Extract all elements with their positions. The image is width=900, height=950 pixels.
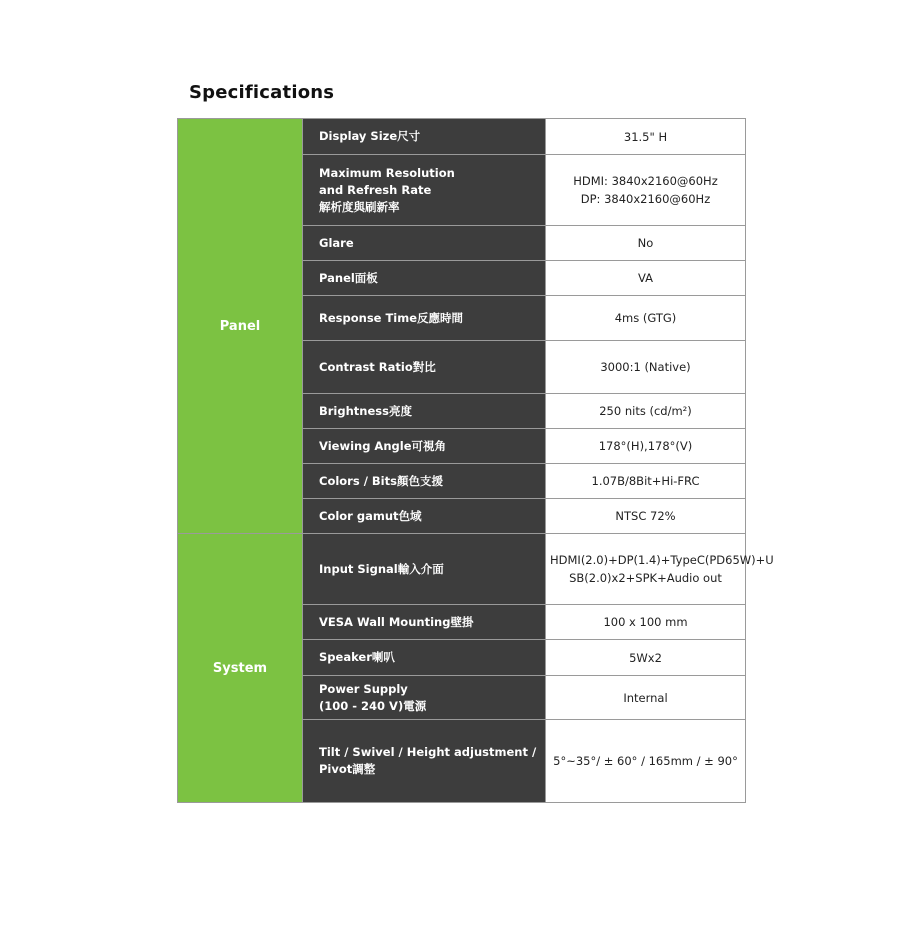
- table-row: [178, 119, 746, 155]
- spec-value-power-supply: Internal: [546, 676, 746, 720]
- spec-value-color-gamut: NTSC 72%: [546, 499, 746, 534]
- spec-value-colors-bits: 1.07B/8Bit+Hi-FRC: [546, 464, 746, 499]
- spec-value-vesa-wall-mounting: 100 x 100 mm: [546, 605, 746, 640]
- spec-value-response-time: 4ms (GTG): [546, 296, 746, 341]
- spec-label-brightness: Brightness亮度: [303, 394, 546, 429]
- group-panel: Panel: [178, 119, 303, 534]
- spec-label-display-size: Display Size尺寸: [303, 119, 546, 155]
- page-title: Specifications: [189, 82, 335, 103]
- spec-label-speaker: Speaker喇叭: [303, 640, 546, 676]
- spec-label-colors-bits: Colors / Bits顏色支援: [303, 464, 546, 499]
- spec-label-panel: Panel面板: [303, 261, 546, 296]
- spec-label-input-signal: Input Signal輸入介面: [303, 534, 546, 605]
- spec-value-display-size: 31.5" H: [546, 119, 746, 155]
- spec-value-viewing-angle: 178°(H),178°(V): [546, 429, 746, 464]
- spec-value-speaker: 5Wx2: [546, 640, 746, 676]
- spec-value-glare: No: [546, 226, 746, 261]
- spec-value-contrast-ratio: 3000:1 (Native): [546, 341, 746, 394]
- spec-value-brightness: 250 nits (cd/m²): [546, 394, 746, 429]
- spec-label-power-supply: Power Supply (100 - 240 V)電源: [303, 676, 546, 720]
- spec-value-panel: VA: [546, 261, 746, 296]
- table-row: [178, 534, 746, 605]
- group-system: System: [178, 534, 303, 803]
- spec-label-glare: Glare: [303, 226, 546, 261]
- spec-value-tilt-swivel-height-pivot: 5°~35°/ ± 60° / 165mm / ± 90°: [546, 720, 746, 803]
- spec-label-viewing-angle: Viewing Angle可視角: [303, 429, 546, 464]
- spec-label-response-time: Response Time反應時間: [303, 296, 546, 341]
- spec-label-vesa-wall-mounting: VESA Wall Mounting壁掛: [303, 605, 546, 640]
- spec-label-color-gamut: Color gamut色域: [303, 499, 546, 534]
- specifications-table: [177, 118, 774, 803]
- spec-label-contrast-ratio: Contrast Ratio對比: [303, 341, 546, 394]
- spec-value-max-resolution: HDMI: 3840x2160@60Hz DP: 3840x2160@60Hz: [546, 155, 746, 226]
- spec-value-input-signal: HDMI(2.0)+DP(1.4)+TypeC(PD65W)+U SB(2.0)x2+SPK+Audio out: [546, 534, 746, 605]
- spec-label-tilt-swivel-height-pivot: Tilt / Swivel / Height adjustment / Pivot調整: [303, 720, 546, 803]
- spec-label-max-resolution: Maximum Resolution and Refresh Rate 解析度與刷新率: [303, 155, 546, 226]
